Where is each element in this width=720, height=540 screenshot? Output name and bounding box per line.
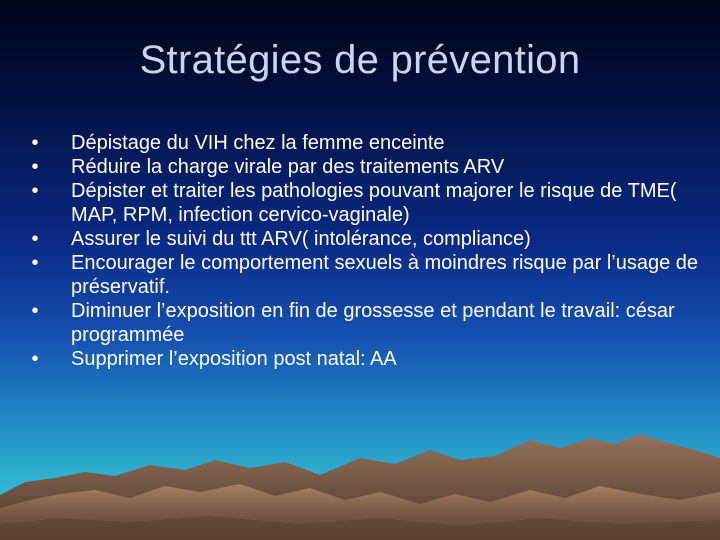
bullet-point-icon: • (31, 252, 39, 274)
bullet-item (28, 299, 708, 347)
bullet-item (28, 347, 708, 371)
bullet-text: Supprimer l’exposition post natal: AA (71, 348, 397, 370)
bullet-point-icon: • (31, 228, 39, 250)
mountain-landscape-image (0, 420, 720, 540)
bullet-item (28, 251, 708, 299)
bullet-list (28, 131, 708, 371)
bullet-text: Diminuer l’exposition en fin de grossesse et pendant le travail: césar programmée (71, 300, 675, 346)
bullet-point-icon: • (31, 180, 39, 202)
bullet-point-icon: • (31, 156, 39, 178)
bullet-item (28, 155, 708, 179)
bullet-text: Dépistage du VIH chez la femme enceinte (71, 132, 445, 154)
slide-title: Stratégies de prévention (139, 38, 581, 82)
bullet-text: Réduire la charge virale par des traitements ARV (71, 156, 505, 178)
bullet-text: Dépister et traiter les pathologies pouvant majorer le risque de TME( MAP, RPM, infection cervico-vaginale) (71, 180, 677, 226)
bullet-text: Encourager le comportement sexuels à moindres risque par l’usage de préservatif. (71, 252, 699, 298)
bullet-text: Assurer le suivi du ttt ARV( intolérance, compliance) (71, 228, 531, 250)
bullet-point-icon: • (31, 348, 39, 370)
bullet-point-icon: • (31, 300, 39, 322)
bullet-item (28, 131, 708, 155)
bullet-item (28, 179, 708, 227)
bullet-point-icon: • (31, 132, 39, 154)
bullet-item (28, 227, 708, 251)
